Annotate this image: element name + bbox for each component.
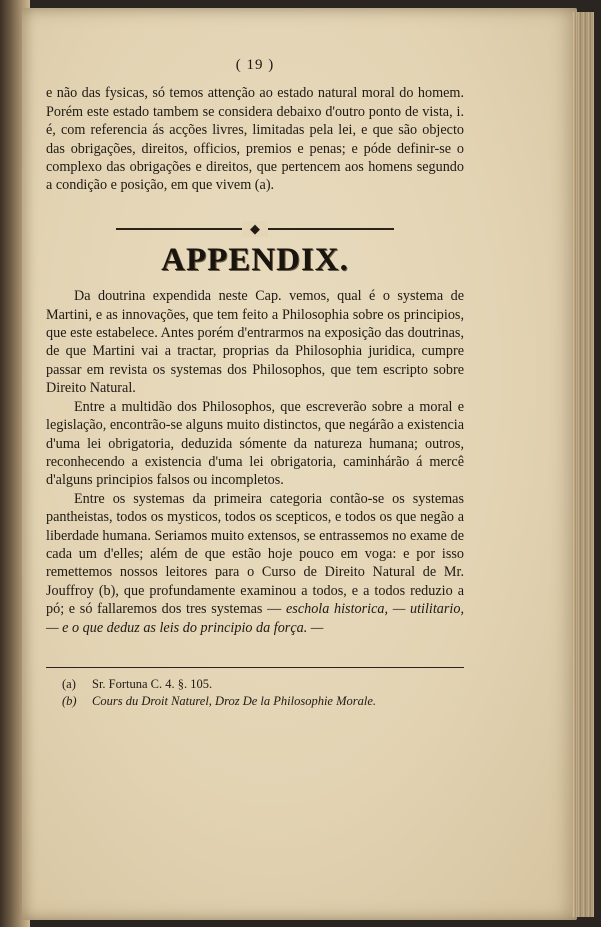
- section-divider: [46, 221, 464, 237]
- page-edges-right: [572, 12, 594, 917]
- footnote-a: [62, 676, 464, 693]
- page-content: [46, 56, 464, 710]
- footnote-a-mark: (a): [62, 676, 76, 691]
- footnote-b-text: Cours du Droit Naturel, Droz De la Philosophie Morale.: [92, 693, 377, 708]
- paragraph-2: Entre a multidão dos Philosophos, que escreverão sobre a moral e legislação, encontrão-se alguns muito distinctos, que negárão a existencia d'uma lei obrigatoria, deduzida sómente da natureza humana; outros, reconhecendo a existencia d'uma lei obrigatoria, caminhárão á mercê d'alguns principios falsos ou incompletos.: [46, 398, 464, 489]
- paragraph-3-italic: escholа historica, — utilitario, — e o que deduz as leis do principio da força. —: [46, 601, 464, 636]
- paragraph-3-text: Entre os systemas da primeira categoria contão-se os systemas pantheistas, todos os mysticos, todos os scepticos, e todos os que negão a liberdade humana. Seriamos muito extensos, se entrassemos no exame de cada um d'elles; além de que estão hoje pouco em voga: e por isso remettemos nossos leitores para o Curso de Direito Natural de Mr. Jouffroy (b), que profundamente examinou a todos, e a todos reduzio a pó; e só fallaremos dos tres systemas —: [46, 490, 464, 618]
- page-number: ( 19 ): [235, 57, 275, 73]
- footnote-b: [62, 693, 464, 710]
- divider-ornament: ◆: [242, 221, 268, 237]
- paragraph-3: [46, 490, 464, 637]
- footnote-a-text: Sr. Fortuna C. 4. §. 105.: [92, 676, 213, 691]
- footnote-b-mark: (b): [62, 693, 77, 708]
- appendix-heading: APPENDIX.: [161, 241, 349, 278]
- paragraph-1: Da doutrina expendida neste Cap. vemos, qual é o systema de Martini, e as innovações, que tem feito a Philosophia sobre os principios, que este estabelece. Antes porém d'entrarmos na exposição das doutrinas, de que Martini vai a tractar, proprias da Philosophia juridica, cumpre passar em revista os systemas dos Philosophos, que tem escripto sobre Direito Natural.: [46, 288, 464, 397]
- top-paragraph: e não das fysicas, só temos attenção ao estado natural moral do homem. Porém este estado tambem se considera debaixo d'outro ponto de vista, i. é, com referencia ás acções livres, limitadas pela lei, e que são objecto das obrigações, direitos, officios, premios e penas; e póde definir-se o complexo das obrigações e direitos, que pertencem aos homens segundo a condição e posição, em que vivem (a).: [46, 85, 464, 194]
- footnote-rule: [46, 667, 464, 668]
